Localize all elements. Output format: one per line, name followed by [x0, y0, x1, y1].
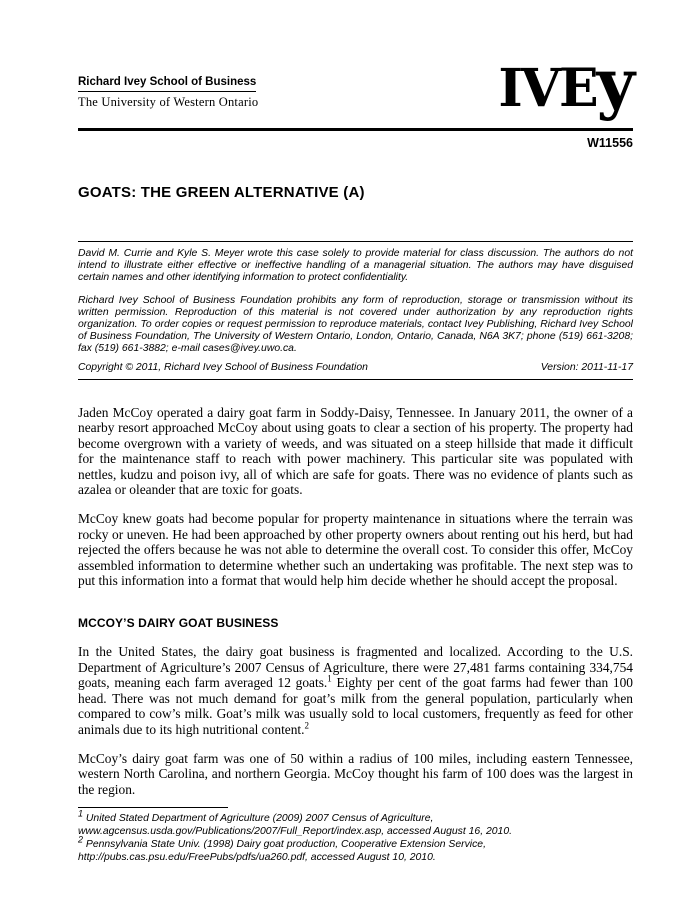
footnote-2-number: 2 — [78, 834, 84, 845]
body-paragraph-3-text-2: Eighty per cent of the goat farms had fewer than 100 head. There was not much demand for goat’s milk from the general population, particularly when compared to cow’s milk. Goat’s milk was usually sold to local customers, frequently as feed for other animals due to its high nutritional content. — [78, 675, 634, 737]
document-header — [78, 44, 633, 122]
footnote-1-line-2: www.agcensus.usda.gov/Publications/2007/Full_Report/index.asp, accessed August 16, 2010. — [78, 826, 512, 838]
footnote-2-line-1: Pennsylvania State Univ. (1998) Dairy goat production, Cooperative Extension Service, — [85, 839, 486, 851]
footnote-1 — [78, 808, 633, 838]
school-logo-block — [78, 72, 258, 110]
ivey-wordmark-logo — [498, 44, 633, 122]
copyright-row — [78, 362, 633, 373]
footnote-separator-rule — [78, 807, 228, 808]
disclaimer-bottom-rule — [78, 379, 633, 380]
footnote-2-line-2: http://pubs.cas.psu.edu/FreePubs/pdfs/ua260.pdf, accessed August 10, 2010. — [78, 852, 436, 864]
footnote-marker-2: 2 — [304, 720, 309, 731]
footnotes-block — [78, 808, 633, 864]
footnote-marker-1: 1 — [327, 673, 332, 684]
header-divider-rule — [78, 128, 633, 131]
footnote-2 — [78, 834, 633, 864]
body-paragraph-3-text-1: In the United States, the dairy goat business is fragmented and localized. According to the U.S. Department of Agriculture’s 2007 Census of Agriculture, there were 27,481 farms containing 334,754 goats, meaning each farm averaged 12 goats. — [78, 644, 633, 691]
body-paragraph-1: Jaden McCoy operated a dairy goat farm in Soddy-Daisy, Tennessee. In January 2011, the owner of a nearby resort approached McCoy about using goats to clear a section of his property. The property had become overgrown with a variety of weeds, and was situated on a steep hillside that made it difficult for the maintenance staff to reach with power machinery. This particular site was populated with nettles, kudzu and poison ivy, all of which are safe for goats. There was no evidence of plants such as azalea or oleander that are toxic for goats. — [78, 405, 633, 498]
section-heading-mccoys-business: MCCOY’S DAIRY GOAT BUSINESS — [78, 616, 279, 631]
document-number: W11556 — [587, 136, 633, 150]
university-name: The University of Western Ontario — [78, 95, 259, 109]
body-paragraph-3 — [78, 644, 633, 736]
case-title: GOATS: THE GREEN ALTERNATIVE (A) — [78, 184, 365, 201]
copyright-notice: Copyright © 2011, Richard Ivey School of Business Foundation — [78, 362, 368, 373]
footnote-1-number: 1 — [78, 808, 84, 819]
disclaimer-top-rule — [78, 241, 633, 242]
reproduction-notice: Richard Ivey School of Business Foundation prohibits any form of reproduction, storage or transmission without its written permission. Reproduction of this material is not covered under authorization by any reproduction rights organization. To order copies or request permission to reproduce materials, contact Ivey Publishing, Richard Ivey School of Business Foundation, The University of Western Ontario, London, Ontario, Canada, N6A 3K7; phone (519) 661-3208; fax (519) 661-3882; e-mail cases@ivey.uwo.ca. — [78, 295, 633, 354]
version-label: Version: 2011-11-17 — [540, 362, 633, 373]
body-paragraph-2: McCoy knew goats had become popular for property maintenance in situations where the terrain was rocky or uneven. He had been approached by other property owners about renting out his herd, but had rejected the offers because he was not able to determine the overall cost. To consider this offer, McCoy assembled information to determine whether such an undertaking was profitable. The next step was to put this information into a format that would help him decide whether he should accept the proposal. — [78, 511, 633, 589]
authorship-disclaimer: David M. Currie and Kyle S. Meyer wrote this case solely to provide material for class discussion. The authors do not intend to illustrate either effective or ineffective handling of a managerial situation. The authors may have disguised certain names and other identifying information to protect confidentiality. — [78, 248, 633, 283]
ivey-logo-tail: y — [596, 44, 633, 122]
body-paragraph-4: McCoy’s dairy goat farm was one of 50 within a radius of 100 miles, including eastern Tennessee, western North Carolina, and northern Georgia. McCoy thought his farm of 100 does was the largest in the region. — [78, 750, 633, 797]
ivey-logo-caps: IVE — [498, 58, 597, 119]
school-name: Richard Ivey School of Business — [78, 76, 256, 92]
footnote-1-line-1: United Stated Department of Agriculture (2009) 2007 Census of Agriculture, — [85, 813, 434, 825]
